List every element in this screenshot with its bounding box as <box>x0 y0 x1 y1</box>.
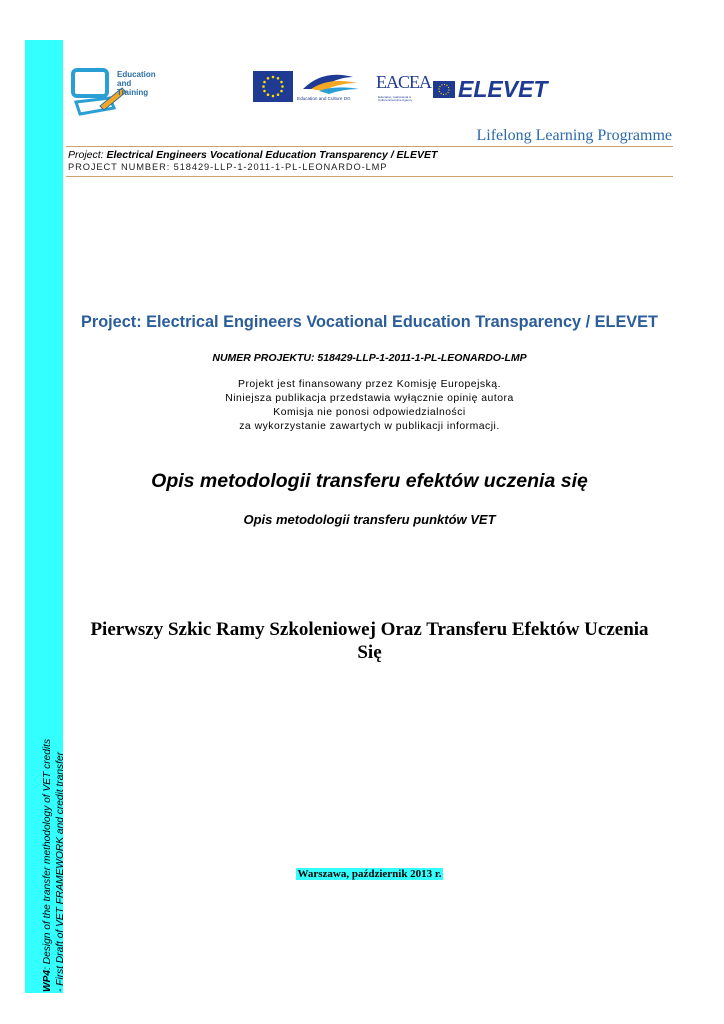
project-title: Project: Electrical Engineers Vocational Education Transparency / ELEVET <box>81 313 658 331</box>
side-label-line1-text: : Design of the transfer methodology of VET credits <box>42 738 53 970</box>
header-project-name: Electrical Engineers Vocational Education Transparency / ELEVET <box>106 149 438 161</box>
side-label <box>42 702 67 992</box>
header-rule-top <box>66 146 673 147</box>
disclaimer-line: Projekt jest finansowany przez Komisję Europejską. <box>238 379 501 390</box>
disclaimer-line: Komisja nie ponosi odpowiedzialności <box>273 407 466 418</box>
draft-title-line2: Się <box>357 642 382 663</box>
document-title: Opis metodologii transferu efektów uczenia się <box>151 470 588 492</box>
header-project-number: PROJECT NUMBER: 518429-LLP-1-2011-1-PL-LEONARDO-LMP <box>68 162 388 172</box>
side-label-line2: - First Draft of VET FRAMEWORK and credit transfer <box>54 751 66 992</box>
eacea-subtext: Education, Audiovisual & Culture Executive Agency <box>378 95 413 103</box>
header-project-prefix: Project: <box>68 149 107 161</box>
header-rule-bottom <box>66 176 673 177</box>
side-label-line1 <box>42 702 55 992</box>
document-subtitle: Opis metodologii transferu punktów VET <box>243 512 496 527</box>
programme-title: Lifelong Learning Programme <box>476 127 672 144</box>
disclaimer-line: za wykorzystanie zawartych w publikacji informacji. <box>239 421 500 432</box>
education-training-text: Education and Training <box>117 70 156 97</box>
date-place <box>66 868 673 880</box>
education-culture-caption: Education and Culture DG <box>297 96 351 101</box>
draft-title-line1: Pierwszy Szkic Ramy Szkoleniowej Oraz Transferu Efektów Uczenia <box>90 619 649 640</box>
project-number-pl: NUMER PROJEKTU: 518429-LLP-1-2011-1-PL-LEONARDO-LMP <box>212 352 527 364</box>
header-project-line <box>68 149 437 161</box>
date-text: Warszawa, październik 2013 r. <box>297 868 442 880</box>
draft-title <box>66 618 673 664</box>
education-culture-logo-icon <box>297 67 363 107</box>
eu-flag-icon <box>253 71 293 102</box>
side-label-wp: WP4 <box>42 969 53 992</box>
funding-disclaimer <box>66 378 673 434</box>
elevet-logo-text: ELEVET <box>458 76 548 102</box>
disclaimer-line: Niniejsza publikacja przedstawia wyłącznie opinię autora <box>225 393 514 404</box>
eacea-logo-text: EACEA <box>376 72 431 92</box>
elevet-flag-icon <box>433 81 455 98</box>
